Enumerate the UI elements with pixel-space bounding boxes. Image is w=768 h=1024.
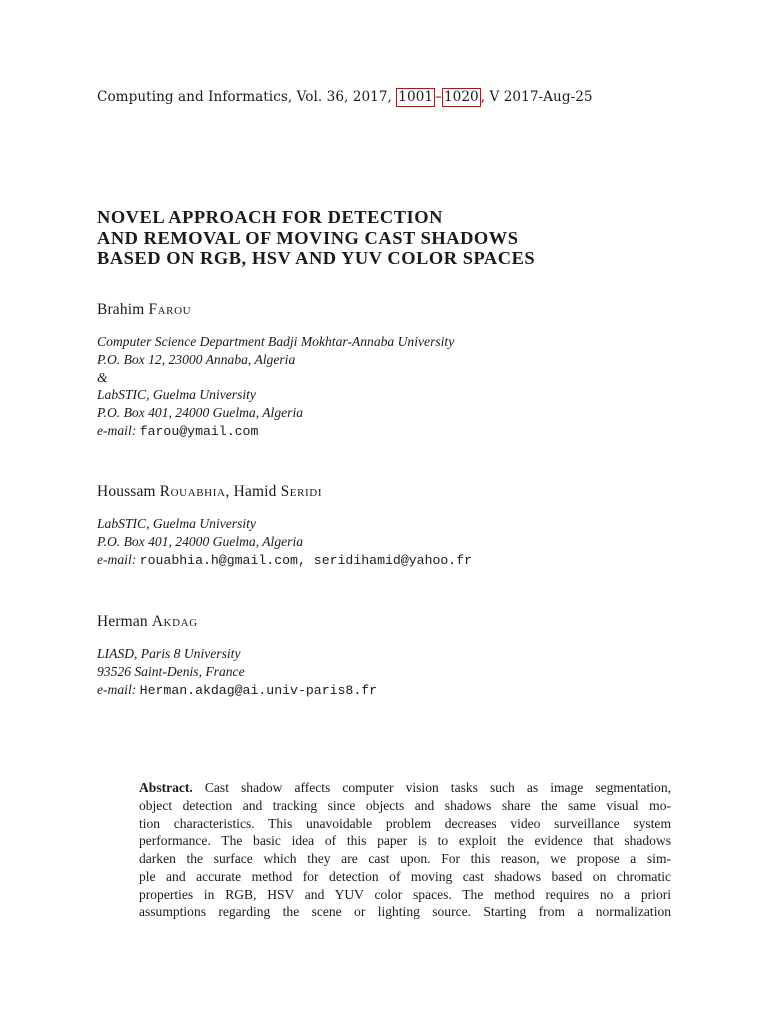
abstract-line: darken the surface which they are cast upon. For this reason, we propose a sim-	[139, 851, 671, 866]
affiliation-line: LabSTIC, Guelma University	[97, 387, 256, 403]
abstract-line: performance. The basic idea of this paper is to exploit the evidence that shadows	[139, 833, 671, 849]
affiliation-line: &	[97, 369, 108, 385]
email-label: e-mail:	[97, 551, 137, 567]
abstract-line: ple and accurate method for detection of moving cast shadows based on chromatic	[139, 868, 671, 884]
email-line	[97, 551, 472, 570]
title-line-3: BASED ON RGB, HSV AND YUV COLOR SPACES	[97, 248, 536, 268]
affiliation-line: 93526 Saint-Denis, France	[97, 663, 245, 679]
title-line-1: NOVEL APPROACH FOR DETECTION	[97, 207, 443, 227]
paper-title	[97, 207, 535, 269]
abstract-line: properties in RGB, HSV and YUV color spaces. The method requires no a priori	[139, 886, 671, 902]
author-last-name: Seridi	[280, 483, 323, 500]
author-name	[97, 483, 322, 501]
affiliation-line: P.O. Box 12, 23000 Annaba, Algeria	[97, 351, 296, 367]
abstract-label: Abstract.	[139, 780, 193, 795]
author-first-name: Herman	[97, 613, 148, 630]
author-last-name: Akdag	[151, 613, 198, 630]
page-end-link[interactable]: 1020	[443, 89, 479, 105]
affiliation-line: Computer Science Department Badji Mokhtar-Annaba University	[97, 334, 455, 349]
author-affiliation	[97, 645, 377, 699]
abstract-line: object detection and tracking since objects and shadows share the same visual mo-	[139, 797, 671, 813]
page-start-link[interactable]: 1001	[398, 89, 434, 105]
journal-prefix: Computing and Informatics, Vol. 36, 2017,	[97, 89, 397, 105]
author-last-name: Farou	[148, 301, 192, 318]
abstract	[139, 779, 671, 921]
author-first-name: Hamid	[233, 483, 277, 500]
journal-suffix: , V 2017-Aug-25	[480, 89, 593, 105]
title-line-2: AND REMOVAL OF MOVING CAST SHADOWS	[97, 227, 519, 248]
email-address[interactable]: farou@ymail.com	[139, 423, 259, 439]
author-first-name: Houssam	[97, 483, 156, 500]
author-first-name: Brahim	[97, 301, 145, 318]
page-range-separator: –	[435, 89, 442, 105]
email-label: e-mail:	[97, 681, 137, 697]
email-label: e-mail:	[97, 422, 137, 438]
abstract-line	[139, 779, 671, 797]
email-address[interactable]: Herman.akdag@ai.univ-paris8.fr	[139, 682, 378, 698]
abstract-line: tion characteristics. This unavoidable problem decreases video surveillance system	[139, 815, 671, 831]
abstract-text: Cast shadow affects computer vision tasks such as image segmentation,	[192, 780, 671, 795]
abstract-line: assumptions regarding the scene or lighting source. Starting from a normalization	[139, 904, 671, 920]
email-address[interactable]: rouabhia.h@gmail.com, seridihamid@yahoo.fr	[139, 552, 473, 568]
author-name	[97, 301, 191, 319]
affiliation-line: LIASD, Paris 8 University	[97, 646, 241, 661]
email-line	[97, 681, 377, 700]
author-affiliation	[97, 515, 472, 569]
email-line	[97, 422, 454, 441]
affiliation-line: P.O. Box 401, 24000 Guelma, Algeria	[97, 533, 304, 549]
journal-citation	[97, 88, 593, 107]
affiliation-line: P.O. Box 401, 24000 Guelma, Algeria	[97, 405, 304, 421]
author-separator: ,	[225, 483, 234, 500]
author-last-name: Rouabhia	[159, 483, 226, 500]
author-name	[97, 613, 198, 631]
author-affiliation	[97, 333, 454, 441]
affiliation-line: LabSTIC, Guelma University	[97, 516, 256, 531]
